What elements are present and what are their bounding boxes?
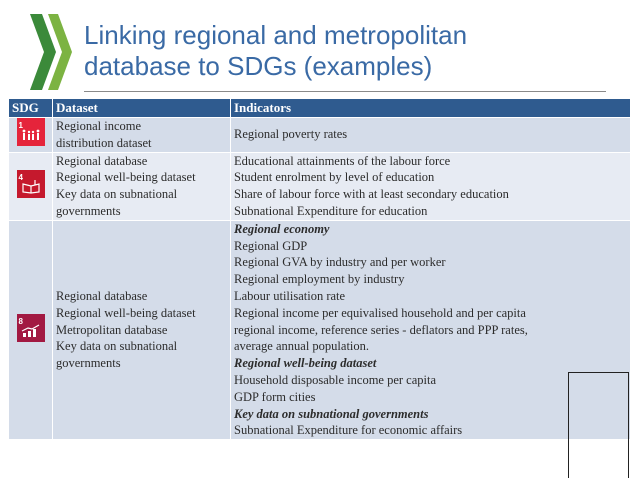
poverty-icon — [21, 128, 41, 142]
indicator-line: regional income, reference series - deflators and PPP rates, — [234, 322, 528, 337]
sdg-number: 4 — [18, 172, 23, 182]
dataset-line: distribution dataset — [56, 135, 152, 150]
slide-title-line-2: database to SDGs (examples) — [84, 51, 433, 81]
indicator-line: average annual population. — [234, 339, 370, 354]
slide-title — [84, 20, 604, 82]
indicator-line: Subnational Expenditure for education — [234, 203, 428, 218]
indicator-group-heading: Regional economy — [234, 221, 330, 236]
sdg-cell — [9, 220, 53, 439]
column-header-sdg: SDG — [9, 99, 53, 118]
decent-work-growth-icon — [21, 324, 41, 338]
dataset-line: governments — [56, 356, 121, 371]
dataset-line: governments — [56, 203, 121, 218]
sdg-cell — [9, 118, 53, 153]
dataset-line: Regional well-being dataset — [56, 170, 196, 185]
indicator-line: Subnational Expenditure for economic affairs — [234, 423, 463, 438]
indicator-line: Educational attainments of the labour force — [234, 153, 451, 168]
dataset-line: Regional database — [56, 288, 148, 303]
indicator-line: GDP form cities — [234, 389, 316, 404]
indicator-line: Share of labour force with at least secondary education — [234, 187, 509, 202]
indicator-line: Regional employment by industry — [234, 272, 405, 287]
table-header-row — [9, 99, 631, 118]
sdg-dataset-table — [8, 98, 631, 440]
indicators-cell — [231, 152, 631, 220]
sdg-8-badge — [17, 314, 45, 342]
sdg-cell — [9, 152, 53, 220]
indicators-cell — [231, 118, 631, 153]
indicator-line: Regional poverty rates — [234, 127, 348, 142]
title-divider — [84, 91, 606, 92]
column-header-indicators: Indicators — [231, 99, 631, 118]
sdg-4-badge — [17, 170, 45, 198]
table-row — [9, 118, 631, 153]
dataset-line: Regional database — [56, 153, 148, 168]
indicator-line: Student enrolment by level of education — [234, 170, 435, 185]
sdg-number: 8 — [18, 316, 23, 326]
dataset-line: Regional income — [56, 119, 142, 133]
indicator-line: Labour utilisation rate — [234, 288, 346, 303]
dataset-line: Key data on subnational — [56, 339, 178, 354]
dataset-cell — [53, 118, 231, 153]
sdg-1-badge — [17, 118, 45, 146]
slide-title-line-1: Linking regional and metropolitan — [84, 20, 468, 50]
indicator-line: Regional GDP — [234, 238, 308, 253]
indicator-line: Regional GVA by industry and per worker — [234, 255, 446, 270]
oecd-chevron-logo — [28, 14, 74, 90]
column-header-dataset: Dataset — [53, 99, 231, 118]
indicator-group-heading: Regional well-being dataset — [234, 356, 377, 371]
dataset-line: Metropolitan database — [56, 322, 168, 337]
table-row — [9, 152, 631, 220]
indicator-group-heading: Key data on subnational governments — [234, 406, 429, 421]
indicator-line: Household disposable income per capita — [234, 372, 437, 387]
dataset-line: Key data on subnational — [56, 187, 178, 202]
indicator-line: Regional income per equivalised household and per capita — [234, 305, 526, 320]
dataset-cell — [53, 220, 231, 439]
table-row — [9, 220, 631, 439]
decorative-frame — [568, 372, 629, 478]
sdg-number: 1 — [18, 121, 23, 131]
dataset-line: Regional well-being dataset — [56, 305, 196, 320]
dataset-cell — [53, 152, 231, 220]
quality-education-icon — [21, 180, 41, 194]
